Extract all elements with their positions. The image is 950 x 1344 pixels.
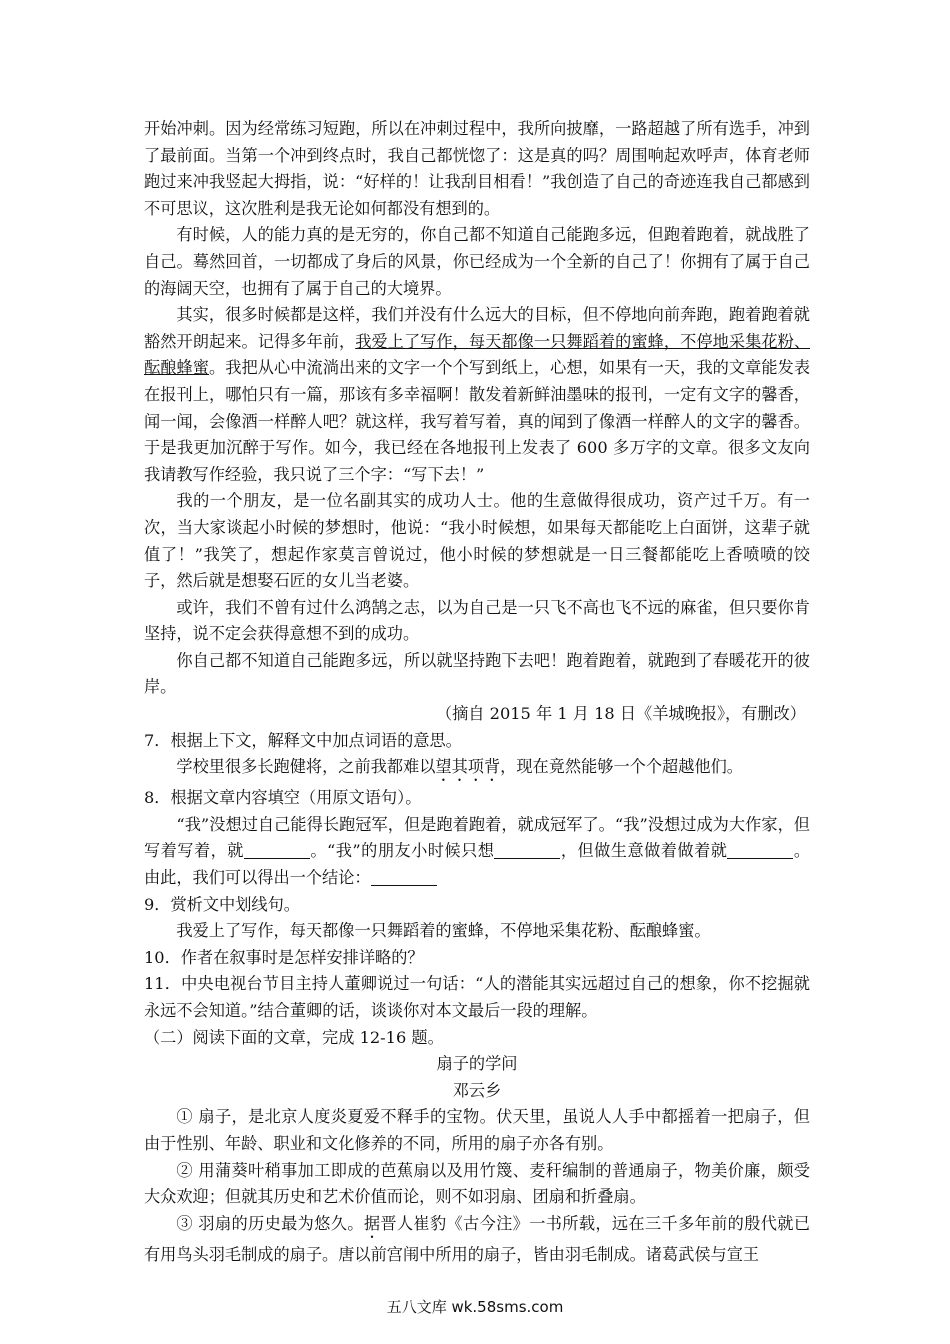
- question-8-fill-in: [144, 812, 810, 892]
- dotted-phrase: 望其项背: [435, 757, 501, 777]
- article-author: 邓云乡: [452, 1080, 502, 1100]
- dotted-character: 据: [363, 1213, 381, 1233]
- story-paragraph-3-end: 。我把从心中流淌出来的文字一个个写到纸上，心想，如果有一天，我的文章能发表在报刊上，哪怕只有一篇，那该有多幸福啊！散发着新鲜油墨味的报刊，一定有文字的馨香，闻一闻，会像酒一样醉人吧？就这样，我写着写着，真的闻到了像酒一样醉人的文字的馨香。于是我更加沉醉于写作。如今，我已经在各地报刊上发表了 600 多万字的文章。很多文友向我请教写作经验，我只说了三个字：“写下去！”: [144, 358, 811, 484]
- answer-blank-2[interactable]: [494, 841, 560, 859]
- section-2-intro: （二）阅读下面的文章，完成 12-16 题。: [144, 1027, 444, 1047]
- story-paragraph-1: 开始冲刺。因为经常练习短跑，所以在冲刺过程中，我所向披靡，一路超越了所有选手，冲到了最前面。当第一个冲到终点时，我自己都恍惚了：这是真的吗？周围响起欢呼声，体育老师跑过来冲我竖起大拇指，说：“好样的！让我刮目相看！”我创造了自己的奇迹连我自己都感到不可思议，这次胜利是我无论如何都没有想到的。: [144, 119, 810, 218]
- document-body: [144, 116, 810, 1268]
- question-10: 10．作者在叙事时是怎样安排详略的？: [144, 947, 424, 967]
- footer-watermark: 五八文库 wk.58sms.com: [386, 1298, 564, 1316]
- question-9-quote: 我爱上了写作，每天都像一只舞蹈着的蜜蜂，不停地采集花粉、酝酿蜂蜜。: [176, 921, 711, 941]
- q8-text-a: “我”没想过自己能得长跑冠军，但是跑着跑着，就成冠军了。“我”没想过成为大作家，但写着写着，就: [144, 814, 810, 861]
- question-7-sentence: [144, 754, 810, 785]
- question-7-sentence-start: 学校里很多长跑健将，之前我都难以: [176, 757, 436, 777]
- question-7-sentence-end: ，现在竟然能够一个个超越他们。: [500, 757, 743, 777]
- answer-blank-4[interactable]: [371, 868, 437, 886]
- article-paragraph-3-start: ③ 羽扇的历史最为悠久。: [176, 1213, 364, 1233]
- story-paragraph-6: 你自己都不知道自己能跑多远，所以就坚持跑下去吧！跑着跑着，就跑到了春暖花开的彼岸。: [144, 650, 810, 697]
- underlined-sentence: 我爱上了写作，每天都像一只舞蹈着的蜜蜂，不停地采集花粉、酝酿蜂蜜: [144, 331, 811, 378]
- article-paragraph-1: ① 扇子，是北京人度炎夏爱不释手的宝物。伏天里，虽说人人手中都摇着一把扇子，但由于性别、年龄、职业和文化修养的不同，所用的扇子亦各有别。: [144, 1107, 810, 1153]
- story-paragraph-5: 或许，我们不曾有过什么鸿鹄之志，以为自己是一只飞不高也飞不远的麻雀，但只要你肯坚持，说不定会获得意想不到的成功。: [144, 597, 810, 644]
- answer-blank-3[interactable]: [727, 841, 793, 859]
- question-7: 7．根据上下文，解释文中加点词语的意思。: [144, 730, 462, 750]
- story-paragraph-4: 我的一个朋友，是一位名副其实的成功人士。他的生意做得很成功，资产过千万。有一次，当大家谈起小时候的梦想时，他说：“我小时候想，如果每天都能吃上白面饼，这辈子就值了！”我笑了，想起作家莫言曾说过，他小时候的梦想就是一日三餐都能吃上香喷喷的饺子，然后就是想娶石匠的女儿当老婆。: [144, 491, 810, 591]
- article-title: 扇子的学问: [436, 1054, 518, 1074]
- question-9: 9．赏析文中划线句。: [144, 894, 300, 914]
- q8-text-c: ，但做生意做着做着就: [560, 841, 728, 861]
- q8-text-d: 。由此，我们可以得出一个结论：: [144, 841, 811, 888]
- story-paragraph-3: [144, 302, 810, 488]
- story-paragraph-3-start: 其实，很多时候都是这样，我们并没有什么远大的目标，但不停地向前奔跑，跑着跑着就豁然开朗起来。记得多年前，: [144, 305, 810, 351]
- article-paragraph-3-end: 晋人崔豹《古今注》一书所载，远在三千多年前的殷代就已有用鸟头羽毛制成的扇子。唐以前宫闱中所用的扇子，皆由羽毛制成。诸葛武侯与宣王: [144, 1213, 811, 1264]
- question-8: 8．根据文章内容填空（用原文语句）。: [144, 788, 422, 808]
- article-paragraph-3: [144, 1211, 810, 1269]
- answer-blank-1[interactable]: [244, 841, 310, 859]
- article-paragraph-2: ② 用蒲葵叶稍事加工即成的芭蕉扇以及用竹篾、麦秆编制的普通扇子，物美价廉，颇受大众欢迎；但就其历史和艺术价值而论，则不如羽扇、团扇和折叠扇。: [144, 1160, 810, 1207]
- source-citation: （摘自 2015 年 1 月 18 日《羊城晚报》，有删改）: [435, 704, 806, 724]
- story-paragraph-2: 有时候，人的能力真的是无穷的，你自己都不知道自己能跑多远，但跑着跑着，就战胜了自己。蓦然回首，一切都成了身后的风景，你已经成为一个全新的自己了！你拥有了属于自己的海阔天空，也拥有了属于自己的大境界。: [144, 225, 810, 298]
- q8-text-b: 。“我”的朋友小时候只想: [309, 841, 495, 861]
- question-11: 11．中央电视台节目主持人董卿说过一句话：“人的潜能其实远超过自己的想象，你不挖掘就永远不会知道。”结合董卿的话，谈谈你对本文最后一段的理解。: [144, 974, 810, 1020]
